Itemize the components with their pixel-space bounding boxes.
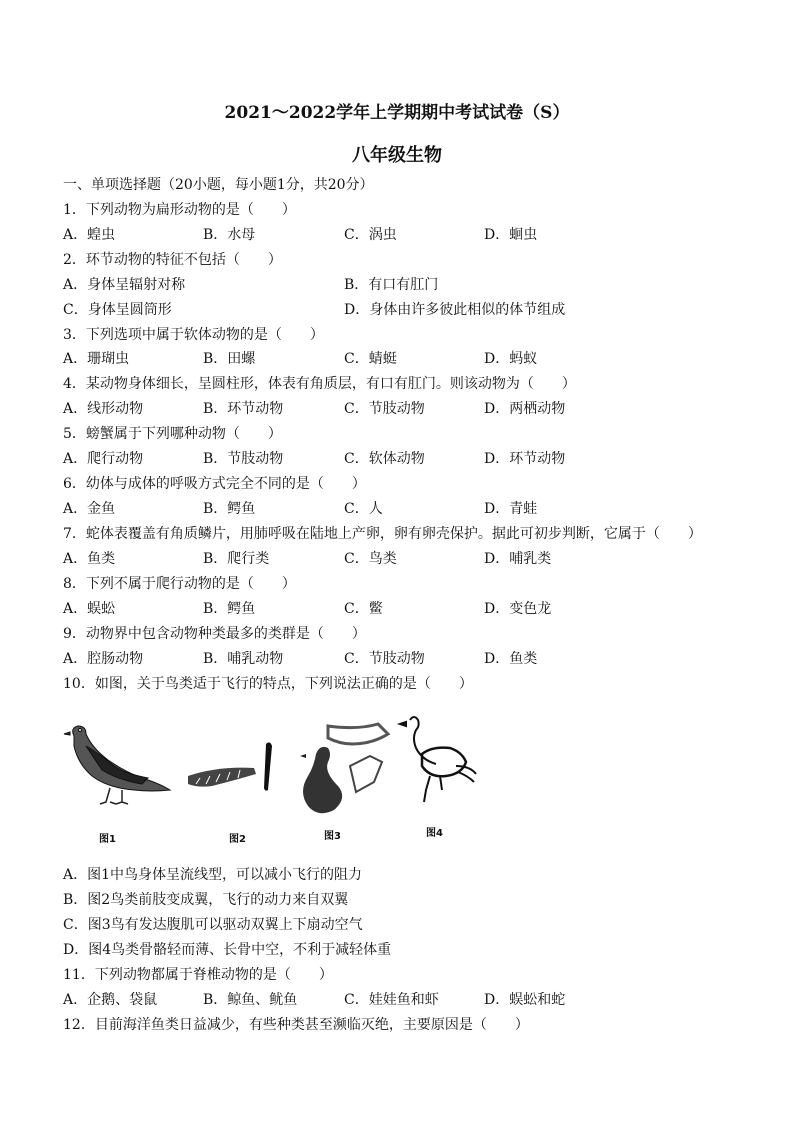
option-c: C．蜻蜓 bbox=[344, 351, 397, 367]
option-a: A．爬行动物 bbox=[63, 451, 144, 467]
option-b: B．环节动物 bbox=[203, 401, 284, 417]
option-b: B．田螺 bbox=[203, 351, 256, 367]
option-c: C．人 bbox=[344, 501, 383, 517]
option-b: B．图2鸟类前肢变成翼，飞行的动力来自双翼 bbox=[63, 892, 349, 908]
option-c: C．鸟类 bbox=[344, 551, 397, 567]
option-c: C．节肢动物 bbox=[344, 651, 425, 667]
option-c: C．图3鸟有发达腹肌可以驱动双翼上下扇动空气 bbox=[63, 917, 363, 933]
option-d: D．鱼类 bbox=[484, 651, 538, 667]
option-c: C．身体呈圆筒形 bbox=[63, 302, 172, 318]
option-d: D．蚂蚁 bbox=[484, 351, 538, 367]
option-d: D．身体由许多彼此相似的体节组成 bbox=[344, 302, 566, 318]
question-stem: 9．动物界中包含动物种类最多的类群是（ ） bbox=[63, 626, 366, 642]
question-stem: 3．下列选项中属于软体动物的是（ ） bbox=[63, 327, 324, 343]
wing-image bbox=[188, 742, 272, 790]
option-d: D．环节动物 bbox=[484, 451, 566, 467]
figure-label: 图3 bbox=[324, 831, 341, 842]
question-stem: 5．螃蟹属于下列哪种动物（ ） bbox=[63, 426, 282, 442]
bird-figures bbox=[60, 706, 500, 851]
option-d: D．青蛙 bbox=[484, 501, 538, 517]
option-b: B．鳄鱼 bbox=[203, 501, 256, 517]
section-heading: 一、单项选择题（20小题，每小题1分，共20分） bbox=[63, 177, 374, 193]
option-a: A．企鹅、袋鼠 bbox=[63, 992, 158, 1008]
option-d: D．蜈蚣和蛇 bbox=[484, 992, 566, 1008]
question-stem: 7．蛇体表覆盖有角质鳞片，用肺呼吸在陆地上产卵，卵有卵壳保护。据此可初步判断，它属于（ ） bbox=[63, 526, 702, 542]
question-stem: 12．目前海洋鱼类日益减少，有些种类甚至濒临灭绝，主要原因是（ ） bbox=[63, 1017, 529, 1033]
figure-label: 图1 bbox=[99, 834, 116, 845]
option-c: C．娃娃鱼和虾 bbox=[344, 992, 439, 1008]
option-a: A．图1中鸟身体呈流线型，可以减小飞行的阻力 bbox=[63, 867, 363, 883]
option-b: B．鲸鱼、鱿鱼 bbox=[203, 992, 298, 1008]
question-stem: 8．下列不属于爬行动物的是（ ） bbox=[63, 576, 296, 592]
option-a: A．腔肠动物 bbox=[63, 651, 144, 667]
option-a: A．身体呈辐射对称 bbox=[63, 277, 186, 293]
option-a: A．线形动物 bbox=[63, 401, 144, 417]
pigeon-image bbox=[64, 726, 170, 804]
figure-label: 图4 bbox=[426, 828, 443, 839]
figure-label: 图2 bbox=[229, 834, 246, 845]
option-d: D．哺乳类 bbox=[484, 551, 552, 567]
exam-title: 2021～2022学年上学期期中考试试卷（S） bbox=[224, 103, 570, 123]
option-a: A．蜈蚣 bbox=[63, 601, 116, 617]
exam-subtitle: 八年级生物 bbox=[352, 145, 442, 166]
option-c: C．涡虫 bbox=[344, 227, 397, 243]
bird-skeleton-image bbox=[400, 717, 476, 802]
option-a: A．蝗虫 bbox=[63, 227, 116, 243]
option-b: B．鳄鱼 bbox=[203, 601, 256, 617]
option-d: D．两栖动物 bbox=[484, 401, 566, 417]
option-c: C．节肢动物 bbox=[344, 401, 425, 417]
question-stem: 11．下列动物都属于脊椎动物的是（ ） bbox=[63, 967, 333, 983]
option-b: B．爬行类 bbox=[203, 551, 270, 567]
option-c: C．鳖 bbox=[344, 601, 383, 617]
option-a: A．珊瑚虫 bbox=[63, 351, 130, 367]
question-stem: 2．环节动物的特征不包括（ ） bbox=[63, 252, 282, 268]
option-b: B．节肢动物 bbox=[203, 451, 284, 467]
option-b: B．水母 bbox=[203, 227, 256, 243]
option-a: A．鱼类 bbox=[63, 551, 116, 567]
option-d: D．图4鸟类骨骼轻而薄、长骨中空，不利于减轻体重 bbox=[63, 942, 392, 958]
question-stem: 10．如图，关于鸟类适于飞行的特点，下列说法正确的是（ ） bbox=[63, 676, 473, 692]
question-stem: 6．幼体与成体的呼吸方式完全不同的是（ ） bbox=[63, 476, 366, 492]
question-stem: 1．下列动物为扁形动物的是（ ） bbox=[63, 202, 296, 218]
option-a: A．金鱼 bbox=[63, 501, 116, 517]
bird-muscle-image bbox=[300, 724, 388, 813]
question-stem: 4．某动物身体细长，呈圆柱形，体表有角质层，有口有肛门。则该动物为（ ） bbox=[63, 376, 576, 392]
option-b: B．哺乳动物 bbox=[203, 651, 284, 667]
option-c: C．软体动物 bbox=[344, 451, 425, 467]
option-b: B．有口有肛门 bbox=[344, 277, 439, 293]
option-d: D．变色龙 bbox=[484, 601, 552, 617]
option-d: D．蛔虫 bbox=[484, 227, 538, 243]
